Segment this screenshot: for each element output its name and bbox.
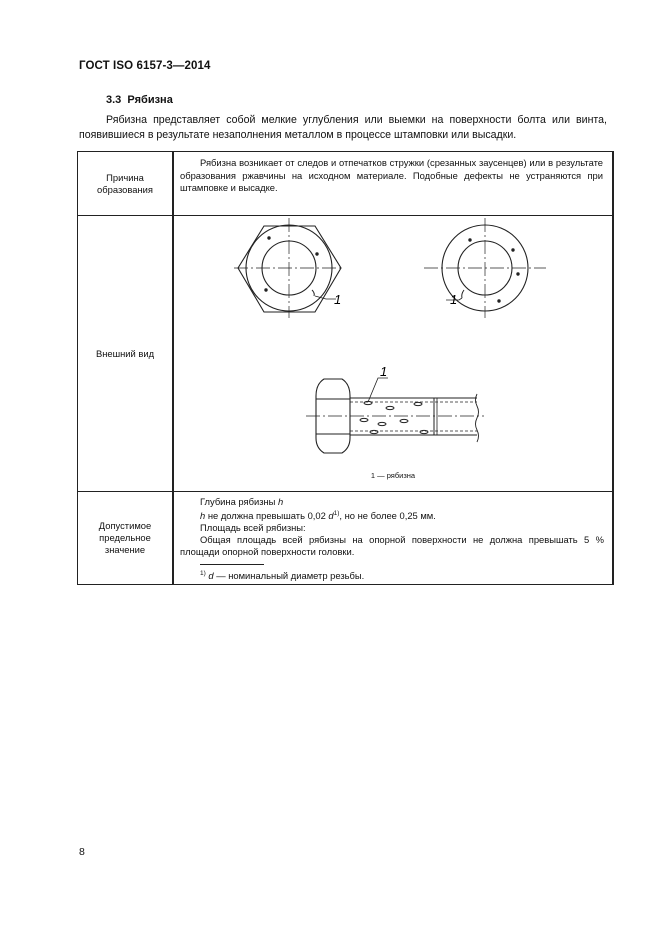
- figure: [174, 216, 612, 486]
- depth-symbol: h: [278, 496, 284, 507]
- limits-label: [78, 492, 173, 585]
- defect-table: [77, 151, 614, 585]
- hex-head-top-view: [234, 218, 344, 318]
- intro-paragraph: [79, 113, 607, 143]
- depth-rule-b: , но не более 0,25 мм.: [339, 510, 436, 522]
- callout-1-washer: 1: [450, 292, 458, 307]
- cause-row: [78, 152, 614, 216]
- footnote-divider: [200, 564, 264, 565]
- document-header: ГОСТ ISO 6157-3—2014: [79, 60, 211, 72]
- footnote-sup: 1): [200, 570, 206, 578]
- depth-rule: [180, 508, 604, 522]
- limits-label-line3: значение: [104, 544, 146, 556]
- limits-label-line2: предельное: [99, 532, 151, 544]
- figure-legend: 1 — рябизна: [370, 471, 416, 480]
- washer-face-top-view: [424, 218, 546, 318]
- area-title: Площадь всей рябизны:: [200, 522, 306, 534]
- footnote-text: — номинальный диаметр резьбы.: [213, 570, 365, 582]
- section-title: [106, 94, 173, 106]
- depth-rule-sup: 1): [333, 510, 340, 517]
- cause-text: Рябизна возникает от следов и отпечатков стружки (срезанных заусенцев) или в результате образования ржавчины на исходном материале. Подобные дефекты не устраняются при штамповке и высадке.: [180, 157, 603, 193]
- cause-text-block: [174, 152, 612, 200]
- bolt-side-view: [306, 378, 484, 453]
- limits-text-block: [174, 492, 612, 584]
- footnote: [180, 568, 604, 582]
- bolt-drawings: [174, 216, 608, 486]
- limits-inner: [173, 492, 613, 584]
- depth-rule-a: не должна превышать 0,02: [205, 510, 329, 522]
- footnote-d: d: [208, 570, 214, 582]
- section-number: 3.3: [106, 94, 122, 106]
- callout-1-side: 1: [380, 364, 388, 379]
- cause-label-line1: Причина: [106, 171, 144, 183]
- depth-rule-symbol: h: [200, 510, 206, 522]
- cause-inner: [173, 152, 613, 215]
- appearance-row: [78, 216, 614, 492]
- limits-label-line1: Допустимое: [98, 520, 152, 532]
- depth-title: [180, 496, 604, 508]
- cause-label-line2: образования: [97, 183, 153, 195]
- appearance-cell: [173, 216, 614, 492]
- callout-1-hex: 1: [334, 292, 342, 307]
- cause-cell: [173, 152, 614, 216]
- limits-row: [78, 492, 614, 585]
- section-name: Рябизна: [127, 94, 173, 106]
- intro-text: Рябизна представляет собой мелкие углубления или выемки на поверхности болта или винта, появившиеся в результате незаполнения металлом в процессе штамповки или высадки.: [79, 114, 607, 141]
- appearance-inner: [173, 216, 613, 491]
- cause-label: [78, 152, 173, 216]
- limits-cell: [173, 492, 614, 585]
- page-number: 8: [79, 846, 85, 858]
- depth-title-text: Глубина рябизны: [200, 496, 276, 507]
- area-rule: Общая площадь всей рябизны на опорной поверхности не должна превышать 5 % площади опорной поверхности головки.: [180, 534, 604, 558]
- appearance-label: Внешний вид: [78, 216, 173, 492]
- depth-rule-d: d: [328, 510, 334, 522]
